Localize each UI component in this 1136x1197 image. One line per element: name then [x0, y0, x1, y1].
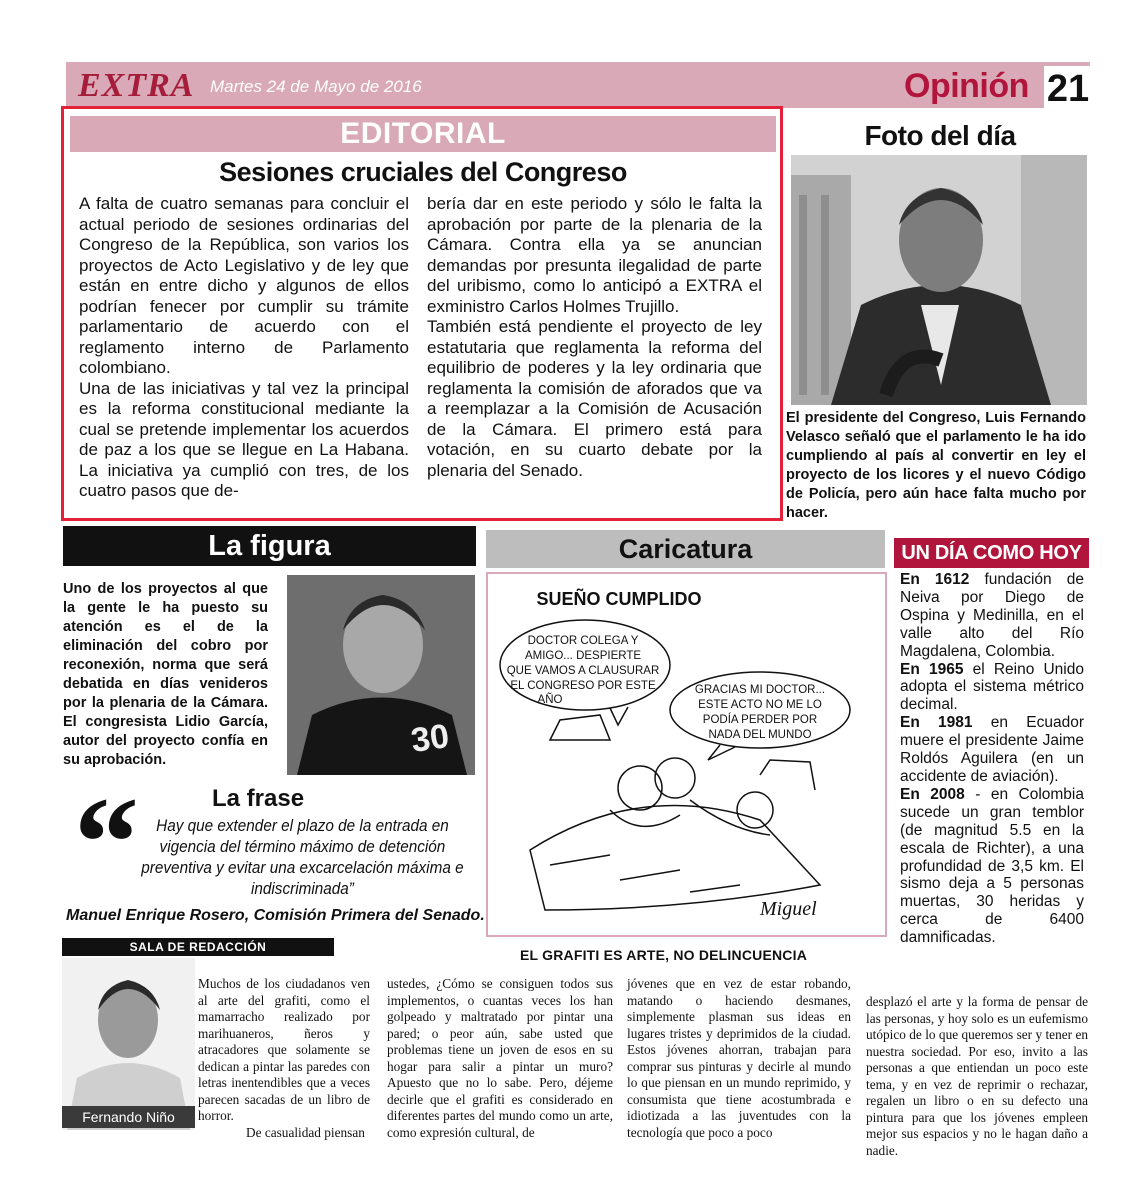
bubble1-line: DOCTOR COLEGA Y [527, 635, 639, 647]
entry-prefix: En [900, 660, 929, 678]
bubble2-line: ESTE ACTO NO ME LO [698, 699, 822, 711]
entry-year: 1612 [934, 571, 970, 588]
la-figura-text: Uno de los proyectos al que la gente le ha puesto su atención es el de la eliminación del cobro por reconexión, norma que será debatida en días venideros por la plenaria de la Cámara. El congresista Lidio García, autor del proyecto confía en su aprobación. [63, 581, 268, 768]
history-entry [900, 786, 1084, 947]
bubble2-line: NADA DEL MUNDO [708, 729, 812, 741]
section-title: Opinión [904, 67, 1029, 105]
entry-text: - en Colombia sucede un gran temblor (de magnitud 5.5 en la escala de Richter), a una profundidad de 3,5 km. El sismo deja a 5 personas muertas, 30 heridas y cerca de 6400 damnificadas. [900, 785, 1084, 947]
columnist-photo [62, 958, 195, 1130]
entry-year: 1981 [938, 714, 973, 732]
history-entry [900, 661, 1084, 715]
entry-year: 2008 [930, 785, 965, 803]
la-figura-label: La figura [208, 530, 331, 562]
column-text-1 [198, 976, 370, 1141]
bubble2-line: PODÍA PERDER POR [702, 714, 818, 726]
la-frase-label: La frase [212, 785, 305, 812]
un-dia-label: UN DÍA COMO HOY [901, 542, 1082, 564]
editorial-paragraph: También está pendiente el proyecto de ley estatutaria que reglamenta la reforma del equilibrio de poderes y la ley ordinaria que reglamenta la comisión de aforados que va a reemplazar a la Comisión de Acusación de la Cámara. El primero está para votación, en su cuarto debate por la plenaria del Senado. [427, 317, 762, 480]
bubble1-line: QUE VAMOS A CLAUSURAR [506, 665, 660, 677]
caricatura-drawing [490, 610, 884, 935]
editorial-column-1 [79, 194, 409, 502]
history-entry [900, 714, 1084, 786]
la-frase-quote: Hay que extender el plazo de la entrada en vigencia del término máximo de detención preventiva y evitar una excarcelación máxima e indiscriminada” [141, 816, 464, 898]
column-paragraph: Muchos de los ciudadanos ven al arte del grafiti, como el mamarracho realizado por marihuaneros, ñeros y atracadores que solamente se dedican a pintar las paredes con letras inentendibles que a veces parecen sacadas de un libro de horror. [198, 976, 370, 1123]
photo-of-day-caption: El presidente del Congreso, Luis Fernando Velasco señaló que el parlamento le ha ido cumpliendo al país al convertir en ley el proyecto de los licores y el nuevo Código de Policía, pero aún hace falta mucho por hacer. [786, 410, 1086, 521]
svg-text:30: 30 [408, 717, 452, 760]
extra-logo: EXTRA [78, 67, 195, 104]
column-text-3: jóvenes que en vez de estar robando, matando o haciendo desmanes, simplemente plasman sus ideas en lugares tristes y deprimidos de la ciudad. Estos jóvenes ahorran, trabajan para comprar sus pinturas y decirle al mundo lo que piensan en un mundo reprimido, y consumista que tiene acostumbrada e idiotizada a las juventudes con la tecnología que poco a poco [627, 976, 851, 1140]
columnist-name: Fernando Niño [82, 1109, 175, 1125]
un-dia-entries [900, 571, 1084, 947]
editorial-headline: Sesiones cruciales del Congreso [219, 157, 627, 187]
page-number: 21 [1044, 66, 1092, 112]
editorial-paragraph: Una de las iniciativas y tal vez la principal es la reforma constitucional mediante la cual se pretende implementar los acuerdos de paz a los que se llegue en La Habana. La iniciativa ya cumplió con tres, de los cuatro pasos que de- [79, 378, 409, 500]
quote-mark-icon: “ [74, 771, 139, 915]
column-headline: EL GRAFITI ES ARTE, NO DELINCUENCIA [520, 947, 808, 963]
editorial-paragraph: bería dar en este periodo y sólo le falta la aprobación por parte de la plenaria de la Cámara. Contra ella ya se anuncian demandas por presunta ilegalidad de parte del uribismo, como lo anticipó a EXTRA el exministro Carlos Holmes Trujillo. [427, 194, 762, 316]
entry-text: en Ecuador muere el presidente Jaime Roldós Aguilera (en un accidente de aviación). [900, 714, 1084, 785]
entry-text: fundación de Neiva por Diego de Ospina y Medinilla, en el valle alto del Río Magdalena, Colombia. [900, 571, 1084, 660]
history-entry [900, 571, 1084, 661]
bubble2-line: GRACIAS MI DOCTOR... [694, 684, 826, 696]
column-text-4: desplazó el arte y la forma de pensar de las personas, y hoy solo es un eufemismo utópico de lo que queremos ser y tener en nuestra sociedad. Por eso, invito a las personas a que entiendan un poco este tema, y en vez de reprimir o rechazar, regalen un libro o en su defecto una pintura para que los jóvenes empleen mejor sus espacios y no le hagan daño a nadie. [866, 994, 1088, 1158]
entry-prefix: En [900, 785, 931, 803]
bubble1-line: AMIGO... DESPIERTE [524, 650, 642, 662]
entry-year: 1965 [928, 660, 964, 678]
editorial-paragraph: A falta de cuatro semanas para concluir el actual periodo de sesiones ordinarias del Congreso de la República, son varios los proyectos de Acto Legislativo y de ley que están en entre dicho y algunos de ellos podrían fenecer por cumplir su trámite parlamentario de acuerdo con el reglamento interno de Parlamento colombiano. [79, 194, 409, 377]
photo-of-day-title: Foto del día [864, 120, 1016, 151]
caricatura-signature: Miguel [760, 898, 817, 920]
column-text-2: ustedes, ¿Cómo se consiguen todos sus implementos, o cuantas veces los han golpeado y maltratado por pintar una pared; o peor aún, sabe usted que problemas tiene un joven de esos en su hogar para salir a pintar un muro? Apuesto que no lo sabe. Pero, déjeme decirle que el grafiti es considerado en diferentes partes del mundo como un arte, como expresión cultural, de [387, 976, 613, 1140]
entry-prefix: En [900, 714, 939, 732]
column-paragraph: De casualidad piensan [246, 1124, 365, 1140]
la-frase-author: Manuel Enrique Rosero, Comisión Primera del Senado. [66, 907, 485, 924]
editorial-column-2 [427, 194, 762, 481]
bubble1-line: AÑO [537, 694, 563, 706]
issue-date: Martes 24 de Mayo de 2016 [210, 77, 422, 96]
caricatura-title: SUEÑO CUMPLIDO [536, 589, 702, 609]
editorial-label: EDITORIAL [340, 117, 506, 150]
bubble1-line: EL CONGRESO POR ESTE [510, 680, 656, 692]
entry-text: el Reino Unido adopta el sistema métrico decimal. [900, 660, 1084, 714]
la-figura-photo [287, 575, 475, 775]
photo-of-day-image [791, 155, 1087, 405]
caricatura-label: Caricatura [618, 534, 753, 564]
sala-label: SALA DE REDACCIÓN [129, 940, 267, 954]
entry-prefix: En [900, 571, 935, 588]
